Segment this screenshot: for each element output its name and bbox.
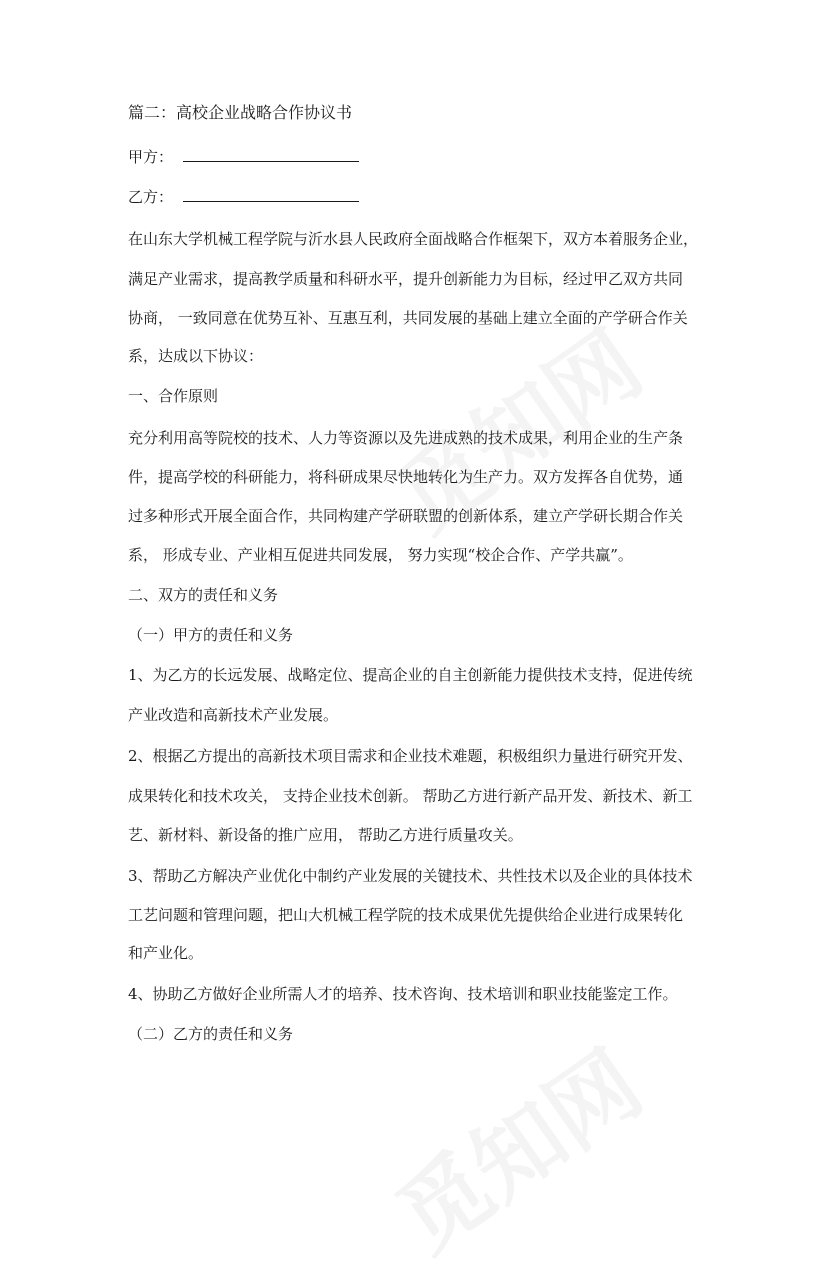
paragraph-line: 协商， 一致同意在优势互补、互惠互利，共同发展的基础上建立全面的产学研合作关 [128,309,688,327]
paragraph-line: 工艺问题和管理问题，把山大机械工程学院的技术成果优先提供给企业进行成果转化 [128,906,684,924]
subsection-heading: （一）甲方的责任和义务 [128,626,294,644]
subsection-heading: （二）乙方的责任和义务 [128,1025,294,1043]
paragraph-line: 产业改造和高新技术产业发展。 [128,706,339,724]
paragraph-line: 系，达成以下协议： [128,347,264,365]
paragraph-line: 件，提高学校的科研能力，将科研成果尽快地转化为生产力。双方发挥各自优势，通 [128,468,684,486]
party-a-line [128,147,708,167]
paragraph-line: 充分利用高等院校的技术、人力等资源以及先进成熟的技术成果，利用企业的生产条 [128,429,684,447]
document-title: 篇二：高校企业战略合作协议书 [128,103,353,122]
paragraph-line: 满足产业需求，提高教学质量和科研水平，提升创新能力为目标，经过甲乙双方共同 [128,270,684,288]
party-b-line [128,187,708,207]
paragraph-line: 1、为乙方的长远发展、战略定位、提高企业的自主创新能力提供技术支持，促进传统 [128,666,693,684]
party-b-label: 乙方： [128,188,174,206]
paragraph-line: 3、帮助乙方解决产业优化中制约产业发展的关键技术、共性技术以及企业的具体技术 [128,867,693,885]
paragraph-line: 艺、新材料、新设备的推广应用， 帮助乙方进行质量攻关。 [128,826,523,844]
paragraph-line: 在山东大学机械工程学院与沂水县人民政府全面战略合作框架下，双方本着服务企业， [128,230,699,248]
paragraph-line: 2、根据乙方提出的高新技术项目需求和企业技术难题，积极组织力量进行研究开发、 [128,747,693,765]
party-a-label: 甲方： [128,148,174,166]
section-heading: 二、双方的责任和义务 [128,586,279,604]
paragraph-line: 系， 形成专业、产业相互促进共同发展， 努力实现“校企合作、产学共赢”。 [128,546,633,564]
paragraph-line: 过多种形式开展全面合作，共同构建产学研联盟的创新体系，建立产学研长期合作关 [128,507,684,525]
paragraph-line: 4、协助乙方做好企业所需人才的培养、技术咨询、技术培训和职业技能鉴定工作。 [128,985,678,1003]
section-heading: 一、合作原则 [128,387,219,405]
party-a-blank [183,147,359,162]
watermark [367,1014,663,1275]
paragraph-line: 和产业化。 [128,944,204,962]
paragraph-line: 成果转化和技术攻关， 支持企业技术创新。 帮助乙方进行新产品开发、新技术、新工 [128,787,693,805]
party-b-blank [183,187,359,202]
